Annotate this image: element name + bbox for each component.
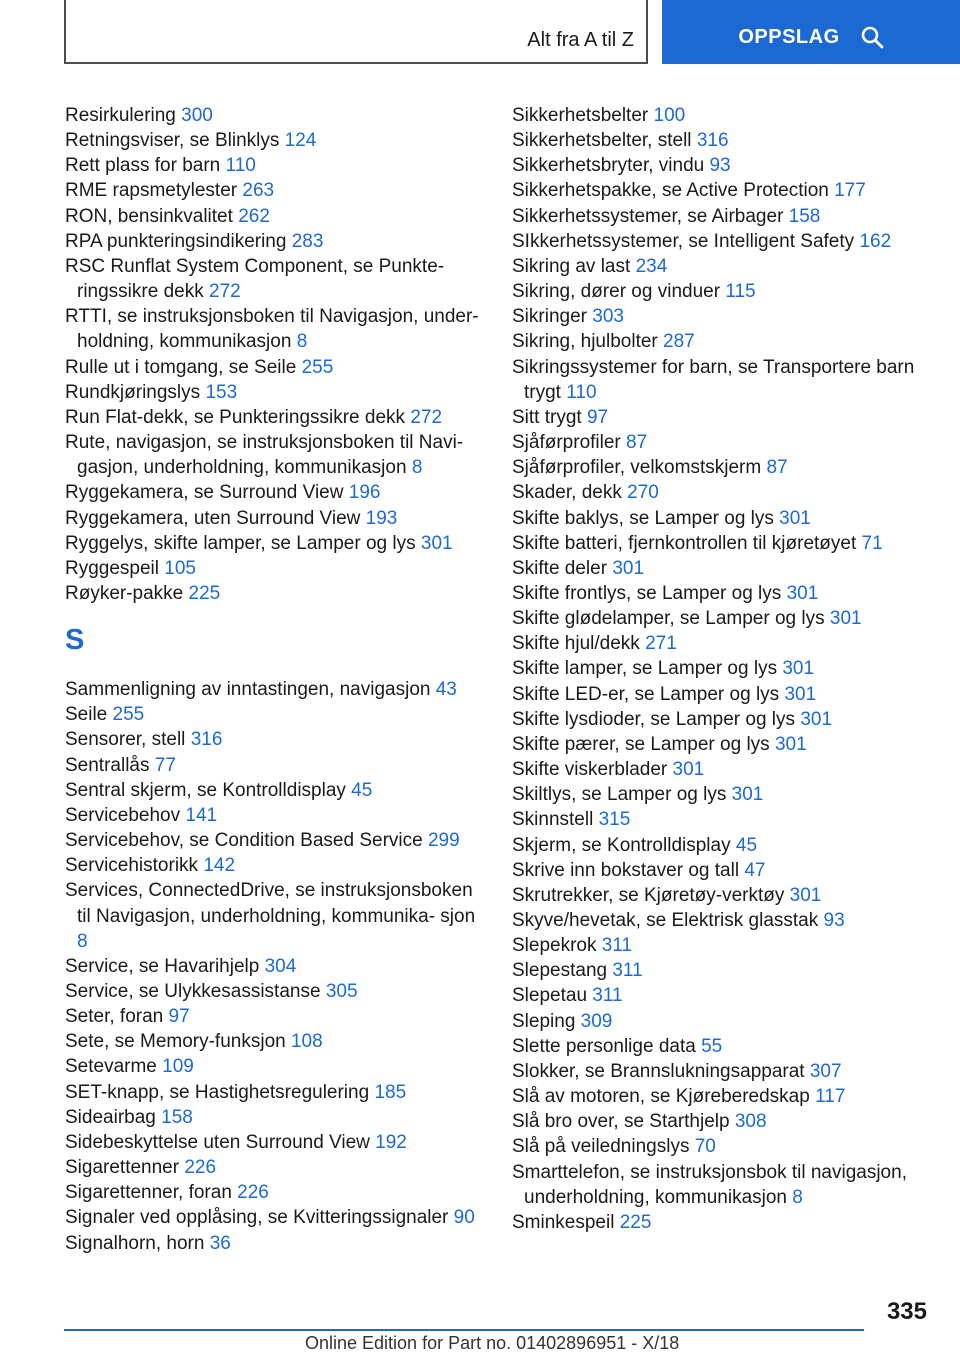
index-entry-text: RME rapsmetylester — [65, 180, 238, 202]
index-entry — [512, 254, 932, 279]
page-link[interactable]: 141 — [185, 804, 218, 826]
index-entry-text: Røyker-pakke — [65, 582, 184, 604]
index-entry — [512, 983, 932, 1008]
index-column-left — [65, 103, 485, 1256]
page-link[interactable]: 153 — [205, 381, 238, 403]
index-entry-text: Sigarettenner — [65, 1157, 180, 1179]
index-entry — [65, 556, 485, 581]
index-entry-text: Sikkerhetsbelter, stell — [512, 130, 692, 152]
index-entry-text: Seter, foran — [65, 1006, 164, 1028]
index-entry — [512, 329, 932, 354]
index-entry-text: Skinnstell — [512, 809, 594, 831]
index-entry — [512, 1160, 932, 1210]
index-entry — [65, 828, 485, 853]
page-link[interactable]: 301 — [420, 532, 453, 554]
page-link[interactable]: 301 — [784, 683, 817, 705]
index-entry-text: RSC Runflat System Component, se Punkte‐ ringssikre dekk — [65, 255, 445, 303]
index-entry-text: Signalhorn, horn — [65, 1232, 205, 1254]
page-link[interactable]: 271 — [645, 633, 677, 655]
page-link[interactable]: 301 — [800, 708, 833, 730]
page-link[interactable]: 311 — [612, 960, 643, 982]
page-link[interactable]: 87 — [626, 432, 648, 454]
index-entry — [65, 727, 485, 752]
index-entry — [512, 631, 932, 656]
page-link[interactable]: 287 — [663, 331, 695, 353]
footer-edition-text: Online Edition for Part no. 01402896951 - X/18 — [305, 1333, 680, 1353]
index-entry — [512, 103, 932, 128]
index-entry — [512, 455, 932, 480]
page-link[interactable]: 263 — [242, 180, 275, 202]
index-entry — [512, 958, 932, 983]
page-link[interactable]: 301 — [731, 784, 764, 806]
page-link[interactable]: 315 — [598, 809, 631, 831]
index-entry-text: Skifte LED-er, se Lamper og lys — [512, 683, 780, 705]
index-entry — [65, 1029, 485, 1054]
index-entry — [512, 556, 932, 581]
index-entry-text: Sjåførprofiler, velkomstskjerm — [512, 457, 762, 479]
index-entry-text: Slokker, se Brannslukningsapparat — [512, 1060, 805, 1082]
index-entry-text: Sammenligning av inntastingen, navigasjon — [65, 679, 431, 701]
index-entry — [65, 1105, 485, 1130]
index-entry-text: Rute, navigasjon, se instruksjonsboken til Navi‐ gasjon, underholdning, kommunikasjon — [65, 432, 464, 479]
index-entry — [512, 682, 932, 707]
page-link[interactable]: 105 — [164, 557, 196, 579]
index-entry — [65, 954, 485, 979]
index-entry — [65, 355, 485, 380]
page-link[interactable]: 311 — [592, 985, 623, 1007]
index-entry-text: Skifte deler — [512, 557, 608, 579]
page-link[interactable]: 185 — [374, 1081, 407, 1103]
index-entry-text: Skiltlys, se Lamper og lys — [512, 784, 727, 806]
page-link[interactable]: 47 — [744, 859, 766, 881]
index-entry-text: Skifte hjul/dekk — [512, 633, 640, 655]
index-column-right — [512, 103, 932, 1235]
index-entry-text: Slepetau — [512, 985, 588, 1007]
index-entry-text: Rulle ut i tomgang, se Seile — [65, 356, 297, 378]
page-link[interactable]: 308 — [734, 1111, 767, 1133]
index-entry — [512, 1009, 932, 1034]
index-entry-text: Skifte frontlys, se Lamper og lys — [512, 582, 782, 604]
page-link[interactable]: 301 — [829, 608, 862, 630]
page-link[interactable]: 97 — [586, 406, 609, 428]
index-entry-text: Skifte lysdioder, se Lamper og lys — [512, 708, 796, 730]
index-entry-text: Services, ConnectedDrive, se instruksjonsboken til Navigasjon, underholdning, kommunika‐ sjon — [65, 880, 476, 927]
index-entry-text: Ryggespeil — [65, 557, 159, 579]
index-entry-text: Skifte baklys, se Lamper og lys — [512, 507, 774, 529]
index-entry — [512, 1134, 932, 1159]
index-entry-text: Skifte viskerblader — [512, 759, 668, 781]
page-link[interactable]: 300 — [181, 105, 213, 126]
index-entry-text: Run Flat-dekk, se Punkteringssikre dekk — [65, 406, 406, 428]
page-link[interactable]: 8 — [77, 930, 88, 952]
index-entry — [512, 833, 932, 858]
page-link[interactable]: 234 — [635, 255, 668, 277]
page-link[interactable]: 301 — [774, 733, 807, 755]
index-entry — [65, 753, 485, 778]
page-link[interactable]: 8 — [792, 1186, 803, 1208]
page-link[interactable]: 255 — [112, 704, 145, 726]
section-letter: S — [65, 624, 85, 657]
index-entry — [65, 405, 485, 430]
page-link[interactable]: 226 — [184, 1157, 217, 1179]
page-link[interactable]: 307 — [809, 1060, 842, 1082]
index-entry-text: Slå på veiledningslys — [512, 1136, 690, 1158]
index-entry — [512, 355, 932, 405]
index-entry-text: Slepestang — [512, 960, 608, 982]
index-entry — [65, 778, 485, 803]
page-link[interactable]: 93 — [823, 910, 845, 931]
index-entry-text: Slå bro over, se Starthjelp — [512, 1111, 730, 1133]
index-entry — [512, 606, 932, 631]
index-entry-text: Sikkerhetsbelter — [512, 105, 649, 126]
page-link[interactable]: 301 — [786, 582, 819, 604]
index-entry-text: SIkkerhetssystemer, se Intelligent Safety — [512, 230, 855, 252]
index-entry — [65, 229, 485, 254]
page-link[interactable]: 90 — [453, 1207, 475, 1229]
page-link[interactable]: 301 — [782, 658, 815, 680]
index-entry — [512, 656, 932, 681]
page-link[interactable]: 117 — [815, 1086, 846, 1108]
index-entry — [65, 1004, 485, 1029]
index-entry — [65, 702, 485, 727]
index-entry — [65, 103, 485, 128]
index-entry-text: Service, se Havarihjelp — [65, 955, 260, 977]
page-link[interactable]: 225 — [619, 1211, 652, 1233]
page-link[interactable]: 93 — [709, 155, 731, 177]
index-entry — [512, 1210, 932, 1235]
index-entry — [512, 883, 932, 908]
index-entry — [65, 1231, 485, 1256]
page-link[interactable]: 36 — [209, 1232, 231, 1254]
index-entry-text: Skrive inn bokstaver og tall — [512, 859, 740, 881]
index-entry-text: Sikring av last — [512, 255, 631, 277]
section-tab-label: Alt fra A til Z — [527, 29, 634, 51]
index-entry-text: Slå av motoren, se Kjørеberedskap — [512, 1086, 810, 1108]
index-entry — [512, 732, 932, 757]
index-entry-text: Sete, se Memory-funksjon — [65, 1031, 286, 1053]
index-entry — [512, 506, 932, 531]
index-entry-text: Ryggelys, skifte lamper, se Lamper og lys — [65, 532, 416, 554]
index-entry — [512, 430, 932, 455]
page-link[interactable]: 8 — [296, 331, 308, 353]
section-tab[interactable] — [64, 0, 648, 64]
index-entry-text: Sikringssystemer for barn, se Transportere barn trygt — [512, 356, 915, 403]
index-entry-text: Sikring, hjulbolter — [512, 331, 658, 353]
page-link[interactable]: 309 — [580, 1010, 613, 1032]
index-entry — [65, 1155, 485, 1180]
index-entry — [65, 178, 485, 203]
index-entry-text: Resirkulering — [65, 105, 176, 126]
index-entry-text: Signaler ved opplåsing, se Kvitteringssignaler — [65, 1207, 449, 1229]
index-entry-text: RPA punkteringsindikering — [65, 230, 287, 252]
index-entry — [512, 229, 932, 254]
index-entry — [65, 430, 485, 480]
page-link[interactable]: 162 — [859, 230, 892, 252]
index-entry — [65, 254, 485, 304]
page-link[interactable]: 158 — [161, 1106, 193, 1128]
index-entry — [512, 1034, 932, 1059]
index-entry — [65, 128, 485, 153]
index-entry-text: Rett plass for barn — [65, 155, 221, 177]
page-link[interactable]: 225 — [188, 582, 221, 604]
index-entry — [512, 757, 932, 782]
lookup-button[interactable] — [662, 0, 960, 64]
index-entry-text: Ryggekamera, uten Surround View — [65, 507, 361, 529]
page-link[interactable]: 270 — [627, 482, 659, 504]
page-link[interactable]: 55 — [701, 1035, 723, 1057]
index-entry — [512, 807, 932, 832]
index-list-s — [65, 677, 485, 1256]
page-link[interactable]: 305 — [325, 981, 358, 1002]
page-link[interactable]: 262 — [238, 205, 270, 227]
index-entry-text: Sensorer, stell — [65, 729, 186, 751]
index-entry-text: Sitt trygt — [512, 406, 582, 428]
index-entry — [65, 153, 485, 178]
page-link[interactable]: 97 — [168, 1006, 190, 1028]
index-entry — [65, 853, 485, 878]
index-entry — [65, 677, 485, 702]
page-link[interactable]: 196 — [348, 482, 381, 504]
index-entry — [512, 531, 932, 556]
index-entry — [512, 1059, 932, 1084]
page-link[interactable]: 8 — [411, 457, 423, 479]
index-entry-text: SET-knapp, se Hastighetsregulering — [65, 1081, 370, 1103]
index-entry-text: Sikkerhetsbryter, vindu — [512, 155, 705, 177]
index-entry-text: Smarttelefon, se instruksjonsbok til navigasjon, underholdning, kommunikasjon — [512, 1161, 907, 1208]
index-entry-text: Skrutrekker, se Kjøretøy-verktøy — [512, 884, 785, 906]
index-entry-text: RTTI, se instruksjonsboken til Navigasjon, under‐ holdning, kommunikasjon — [65, 306, 479, 353]
index-entry — [65, 1205, 485, 1230]
index-entry — [65, 1130, 485, 1155]
index-entry-text: Skifte glødelamper, se Lamper og lys — [512, 608, 825, 630]
index-entry-text: Skifte pærer, se Lamper og lys — [512, 733, 770, 755]
index-entry-text: Sminkespeil — [512, 1211, 615, 1233]
index-entry — [512, 908, 932, 933]
index-entry — [512, 1084, 932, 1109]
page-link[interactable]: 110 — [566, 381, 597, 403]
index-entry — [512, 178, 932, 203]
page-link[interactable]: 124 — [284, 130, 317, 152]
index-entry-text: Servicebehov — [65, 804, 181, 826]
page-link[interactable]: 255 — [301, 356, 334, 378]
index-entry — [65, 803, 485, 828]
index-entry — [65, 581, 485, 606]
index-entry-text: Sikkerhetspakke, se Active Protection — [512, 180, 829, 202]
page-link[interactable]: 226 — [237, 1182, 269, 1204]
index-entry-text: Sentrallås — [65, 754, 150, 776]
page-link[interactable]: 43 — [435, 679, 457, 701]
page-link[interactable]: 110 — [225, 155, 256, 177]
index-entry — [512, 858, 932, 883]
index-entry — [512, 707, 932, 732]
index-entry — [65, 979, 485, 1004]
index-list-r — [65, 103, 485, 606]
index-entry-text: Sikring, dører og vinduer — [512, 281, 721, 303]
index-entry-text: Rundkjøringslys — [65, 381, 201, 403]
index-entry-text: Slette personlige data — [512, 1035, 696, 1057]
index-entry-text: Sidebeskyttelse uten Surround View — [65, 1131, 370, 1153]
index-entry-text: Sleping — [512, 1010, 576, 1032]
index-entry-text: Skader, dekk — [512, 482, 622, 504]
index-entry-text: Skjerm, se Kontrolldisplay — [512, 834, 731, 856]
index-entry — [65, 480, 485, 505]
index-entry-text: Sikkerhetssystemer, se Airbager — [512, 205, 784, 227]
page-link[interactable]: 283 — [291, 230, 324, 252]
page-link[interactable]: 45 — [735, 834, 758, 856]
page-link[interactable]: 108 — [290, 1031, 323, 1053]
page-link[interactable]: 301 — [789, 884, 822, 906]
index-entry — [512, 304, 932, 329]
page-number: 335 — [886, 1298, 927, 1325]
index-entry — [65, 204, 485, 229]
index-entry-text: Sikringer — [512, 306, 587, 328]
index-entry-text: Sideairbag — [65, 1106, 156, 1128]
index-entry-text: Retningsviser, se Blinklys — [65, 130, 280, 152]
index-entry-text: Sigarettenner, foran — [65, 1182, 232, 1204]
index-entry — [512, 279, 932, 304]
page-link[interactable]: 299 — [427, 830, 460, 852]
page-link[interactable]: 303 — [592, 306, 624, 328]
index-entry — [65, 380, 485, 405]
search-icon — [860, 25, 884, 49]
page-link[interactable]: 301 — [672, 759, 705, 781]
index-entry — [512, 933, 932, 958]
page-link[interactable]: 87 — [766, 457, 788, 479]
index-list-right — [512, 103, 932, 1235]
page-link[interactable]: 158 — [788, 205, 821, 227]
index-entry — [512, 128, 932, 153]
page-link[interactable]: 193 — [365, 507, 398, 529]
index-entry — [65, 1080, 485, 1105]
index-entry — [65, 1054, 485, 1079]
page-link[interactable]: 316 — [696, 130, 729, 152]
index-entry — [512, 480, 932, 505]
index-entry — [512, 204, 932, 229]
index-entry-text: Sentral skjerm, se Kontrolldisplay — [65, 779, 346, 801]
index-entry — [512, 581, 932, 606]
index-entry-text: Service, se Ulykkesassistanse — [65, 981, 321, 1002]
index-entry-text: Servicebehov, se Condition Based Service — [65, 830, 423, 852]
page-link[interactable]: 304 — [264, 955, 297, 977]
index-entry — [65, 1180, 485, 1205]
index-entry-text: Seile — [65, 704, 108, 726]
page-link[interactable]: 192 — [375, 1131, 407, 1153]
page-link[interactable]: 272 — [410, 406, 443, 428]
index-entry-text: Slepekrok — [512, 935, 597, 957]
index-entry — [65, 878, 485, 953]
page-link[interactable]: 71 — [861, 532, 883, 554]
index-entry-text: Sjåførprofiler — [512, 432, 621, 454]
index-entry — [512, 153, 932, 178]
index-entry-text: Skifte lamper, se Lamper og lys — [512, 658, 778, 680]
page-link[interactable]: 301 — [779, 507, 811, 529]
index-entry — [65, 506, 485, 531]
index-entry — [65, 531, 485, 556]
index-entry-text: Servicehistorikk — [65, 855, 199, 877]
index-entry — [65, 304, 485, 354]
page-link[interactable]: 109 — [162, 1056, 194, 1078]
page-link[interactable]: 45 — [351, 779, 373, 801]
page-link[interactable]: 316 — [190, 729, 223, 751]
page-link[interactable]: 272 — [209, 281, 241, 303]
footer-divider — [64, 1329, 864, 1331]
page-link[interactable]: 142 — [203, 855, 236, 877]
lookup-button-label: OPPSLAG — [738, 25, 840, 48]
index-entry-text: RON, bensinkvalitet — [65, 205, 233, 227]
page-link[interactable]: 115 — [725, 281, 756, 303]
page-link[interactable]: 70 — [694, 1136, 716, 1158]
index-entry-text: Setevarme — [65, 1056, 157, 1078]
index-entry-text: Skifte batteri, fjernkontrollen til kjøretøyet — [512, 532, 857, 554]
index-entry — [512, 1109, 932, 1134]
page-link[interactable]: 100 — [653, 105, 686, 126]
page-link[interactable]: 301 — [612, 557, 645, 579]
index-entry-text: Ryggekamera, se Surround View — [65, 482, 344, 504]
index-entry — [512, 782, 932, 807]
index-entry — [512, 405, 932, 430]
page-link[interactable]: 177 — [834, 180, 866, 202]
page-link[interactable]: 311 — [601, 935, 633, 957]
index-entry-text: Skyve/hevetak, se Elektrisk glasstak — [512, 910, 819, 931]
page-link[interactable]: 77 — [154, 754, 176, 776]
